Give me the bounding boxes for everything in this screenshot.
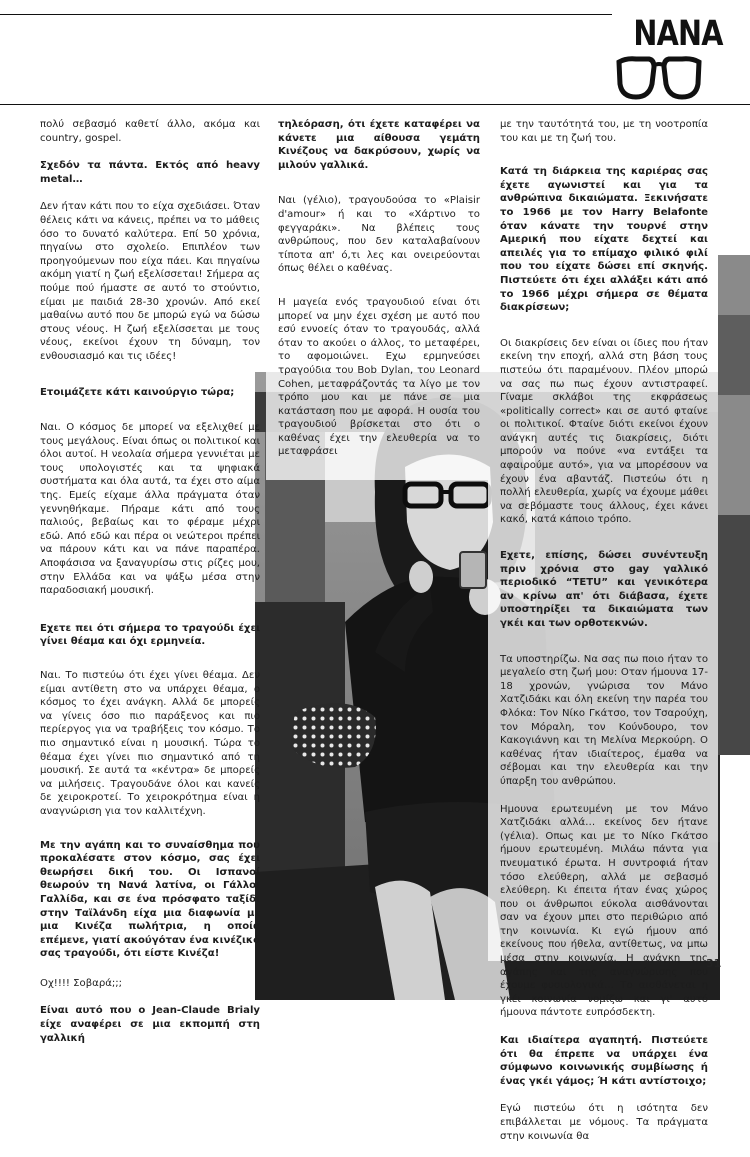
question: Σχεδόν τα πάντα. Εκτός από heavy metal… — [40, 160, 260, 185]
paragraph: Η μαγεία ενός τραγουδιού είναι ότι μπορεί να μην έχει σχέση με αυτό που εσύ εννοείς όταν το τραγουδάς, αλλά όταν το ακούει ο άλλος, το μεταφέρει, το αφομοιώνει. Εχω ερμηνεύσει τραγούδια του Bob Dylan, του Leonard Cohen, μεταφράζοντάς τα λίγο με τον τρόπο μου και με πάνε σε μια κατάσταση που με αφορά. Η ουσία του τραγουδιού βρίσκεται στο ότι ο καθένας έχει την ελευθερία να το μεταφράσει — [278, 296, 480, 458]
question: Ετοιμάζετε κάτι καινούργιο τώρα; — [40, 386, 235, 398]
paragraph: Δεν ήταν κάτι που το είχα σχεδιάσει. Όταν θέλεις κάτι να κάνεις, πρέπει να το μάθεις όσο το δυνατό καλύτερα. Επί 50 χρόνια, πηγαίνω στο σχολείο. Επιπλέον των προηγούμενων που είχα πάει. Και πηγαίνω ακόμη γιατί η ζωή εξελίσσεται! Σήμερα ας πούμε πού ήμαστε σε αυτό το στούντιο, είμαι με παιδιά 28-30 χρονών. Από εκεί μαθαίνω αυτό που δε μπορώ εγώ να δώσω στους νέους. Η ζωή εξελίσσεται με τους νέους, εκείνοι έχουν τη δύναμη, τον ενθουσιασμό και τις ιδέες! — [40, 201, 260, 362]
paragraph: Εγώ πιστεύω ότι η ισότητα δεν επιβάλλεται με νόμους. Τα πράγματα στην κοινωνία θα — [500, 1103, 708, 1142]
article-column-right — [500, 118, 708, 1157]
paragraph: Ναι (γέλιο), τραγουδούσα το «Plaisir d'amour» ή και το «Χάρτινο το φεγγαράκι». Να βλέπεις τους ανθρώπους, που δεν καταλαβαίνουν τίποτα απ' ό,τι λες και ονειρεύονται όπως θέλει ο καθένας. — [278, 195, 480, 275]
paragraph: Οχ!!!! Σοβαρά;;; — [40, 977, 123, 989]
page-number: 31 — [706, 957, 722, 970]
question: Κατά τη διάρκεια της καριέρας σας έχετε αγωνιστεί και για τα ανθρώπινα δικαιώματα. Ξεκινήσατε το 1966 με τον Harry Belafonte όταν κάνατε την τουρνέ στην Αμερική που είχατε δεχτεί και απειλές για το επίμαχο φιλικό φιλί που του είχατε δώσει επί σκηνής. Πιστεύετε ότι έχει αλλάξει κάτι από το 1966 μέχρι σήμερα σε θέματα διακρίσεων; — [500, 166, 708, 314]
header-rule-top — [0, 14, 612, 15]
article-column-left — [40, 118, 260, 1059]
question: Είναι αυτό που ο Jean-Claude Brialy είχε αναφέρει σε μια εκπομπή στη γαλλική — [40, 1005, 260, 1044]
paragraph: Ναι. Το πιστεύω ότι έχει γίνει θέαμα. Δεν είμαι αντίθετη στο να υπάρχει θέαμα, ο κόσμος το έχει ανάγκη. Αλλά δε μπορείς να γίνεις όσο πιο παράξενος και πιο περίεργος για να τραβήξεις τον κόσμο. Το πιο σημαντικό είναι η μουσική. Τώρα το θέαμα έχει γίνει πιο σημαντικό από τη μουσική. Σε αυτά τα «κέντρα» δε μπορείς να μιλήσεις. Τραγουδάνε όλοι και κανείς δε χειροκροτεί. Το χειροκρότημα είναι η αναγνώριση για τον καλλιτέχνη. — [40, 670, 260, 817]
question: Εχετε πει ότι σήμερα το τραγούδι έχει γίνει θέαμα και όχι ερμηνεία. — [40, 622, 260, 648]
article-column-middle — [278, 118, 480, 473]
question: τηλεόραση, ότι έχετε καταφέρει να κάνετε μια αίθουσα γεμάτη Κινέζους να δακρύσουν, χωρίς να μιλούν γαλλικά. — [278, 119, 480, 171]
question: Και ιδιαίτερα αγαπητή. Πιστεύετε ότι θα έπρεπε να υπάρχει ένα σύμφωνο κοινωνικής συμβίωσης ή ένας γκέι γάμος; Ή κάτι αντίστοιχο; — [500, 1035, 708, 1087]
paragraph: με την ταυτότητά του, με τη νοοτροπία του και με τη ζωή του. — [500, 119, 708, 144]
section-title: NANA — [633, 14, 723, 54]
photo-edge-right — [718, 255, 750, 755]
glasses-icon — [616, 56, 702, 108]
paragraph: Οι διακρίσεις δεν είναι οι ίδιες που ήταν εκείνη την εποχή, αλλά στη βάση τους πιστεύω ότι παραμένουν. Πλέον μπορώ να σας πω πως έχουν αντιστραφεί. Γίναμε σκλάβοι της εκφράσεως «politically correct» και σε αυτό φταίνε οι πολιτικοί. Φταίνε διότι εκείνοι έχουν ανάγκη αυτές τις διακρίσεις, διότι μπορούν να πούνε «να εντάξει τα αφαιρούμε αυτό», για να μπορέσουν να έχουν ένα αβαντάζ. Πιστεύω ότι η πολλή ελευθερία, χωρίς να έχουμε μάθει να σεβόμαστε τους άλλους, έχει κάνει κακό, κατά κάποιο τρόπο. — [500, 337, 708, 526]
paragraph: πολύ σεβασμό καθετί άλλο, ακόμα και country, gospel. — [40, 119, 260, 144]
paragraph: Ναι. Ο κόσμος δε μπορεί να εξελιχθεί με τους μεγάλους. Είναι όπως οι πολιτικοί και όλοι αυτοί. Η νεολαία σήμερα γεννιέται με τους υπολογιστές και τα ψηφιακά συστήματα και όλα αυτά, τα έχει στο αίμα της. Εμείς είχαμε άλλα πράγματα όταν γεννηθήκαμε. Πήραμε κάτι από τους παλιούς, βεβαίως και το φέραμε μέχρι εδώ. Από εδώ και πέρα οι νεώτεροι πρέπει να πάρουν κάτι και να πάνε παραπέρα. Αποφάσισα να ξαναγυρίσω στις ρίζες μου, στην Ελλάδα και να ψάξω μέσα στην παραδοσιακή μουσική. — [40, 422, 260, 597]
paragraph: Τα υποστηρίζω. Να σας πω ποιο ήταν το μεγαλείο στη ζωή μου: Οταν ήμουνα 17-18 χρονών, γνώρισα τον Μάνο Χατζιδάκι και όλη εκείνη την παρέα του Φλόκα: Τον Νίκο Γκάτσο, τον Τσαρούχη, τον Μόραλη, τον Κούνδουρο, τον Κακογιάννη και τη Μελίνα Μερκούρη. Ο καθένας ήταν ιδιαίτερος, έμαθα να σέβομαι και την ελευθερία και την ύπαρξη του ανθρώπου. — [500, 653, 708, 787]
question: Εχετε, επίσης, δώσει συνέντευξη πριν χρόνια στο gay γαλλικό περιοδικό “TETU” και γενικότερα αν κρίνω απ' ότι διάβασα, έχετε υποστηρίξει τα δικαιώματα των γκέι και των ορθοτεκνών. — [500, 550, 708, 629]
paragraph: Ημουνα ερωτευμένη με τον Μάνο Χατζιδάκι αλλά… εκείνος δεν ήτανε (γέλια). Οπως και με το Νίκο Γκάτσο ήμουν ερωτευμένη. Μιλάω πάντα για πνευματικό έρωτα. Η συντροφιά ήταν τόσο ελεύθερη, αλλά με σεβασμό ελεύθερη. Κι έπειτα ήταν ένας χώρος που οι άνθρωποι εύκολα αισθάνονται σαν να έχουν μπει στο περιθώριο από την κοινωνία. Κι εγώ ήμουν από εκείνους που ήθελα, αντίθετως, να μπω μέσα στην κοινωνία. Η ανάγκη της αγάπης και της αναγνώρισης που έχουμε φυσιολογικά… Το αισθάνεται η γκέι κοινωνία νομίζω και γι' αυτό ήμουνα πάντοτε ευπρόσδεκτη. — [500, 803, 708, 1019]
question: Με την αγάπη και το συναίσθημα που προκαλέσατε στον κόσμο, σας έχει θεωρήσει δική του. Οι Ισπανοί θεωρούν τη Νανά λατίνα, οι Γάλλοι Γαλλίδα, και σε ένα πρόσφατο ταξίδι στην Ταϊλάνδη είχα μια διαφωνία με μια Κινέζα πωλήτρια, η οποία επέμενε, γιατί ακούγόταν ένα κινέζικό σας τραγούδι, ότι είστε Κινέζα! — [40, 839, 260, 960]
